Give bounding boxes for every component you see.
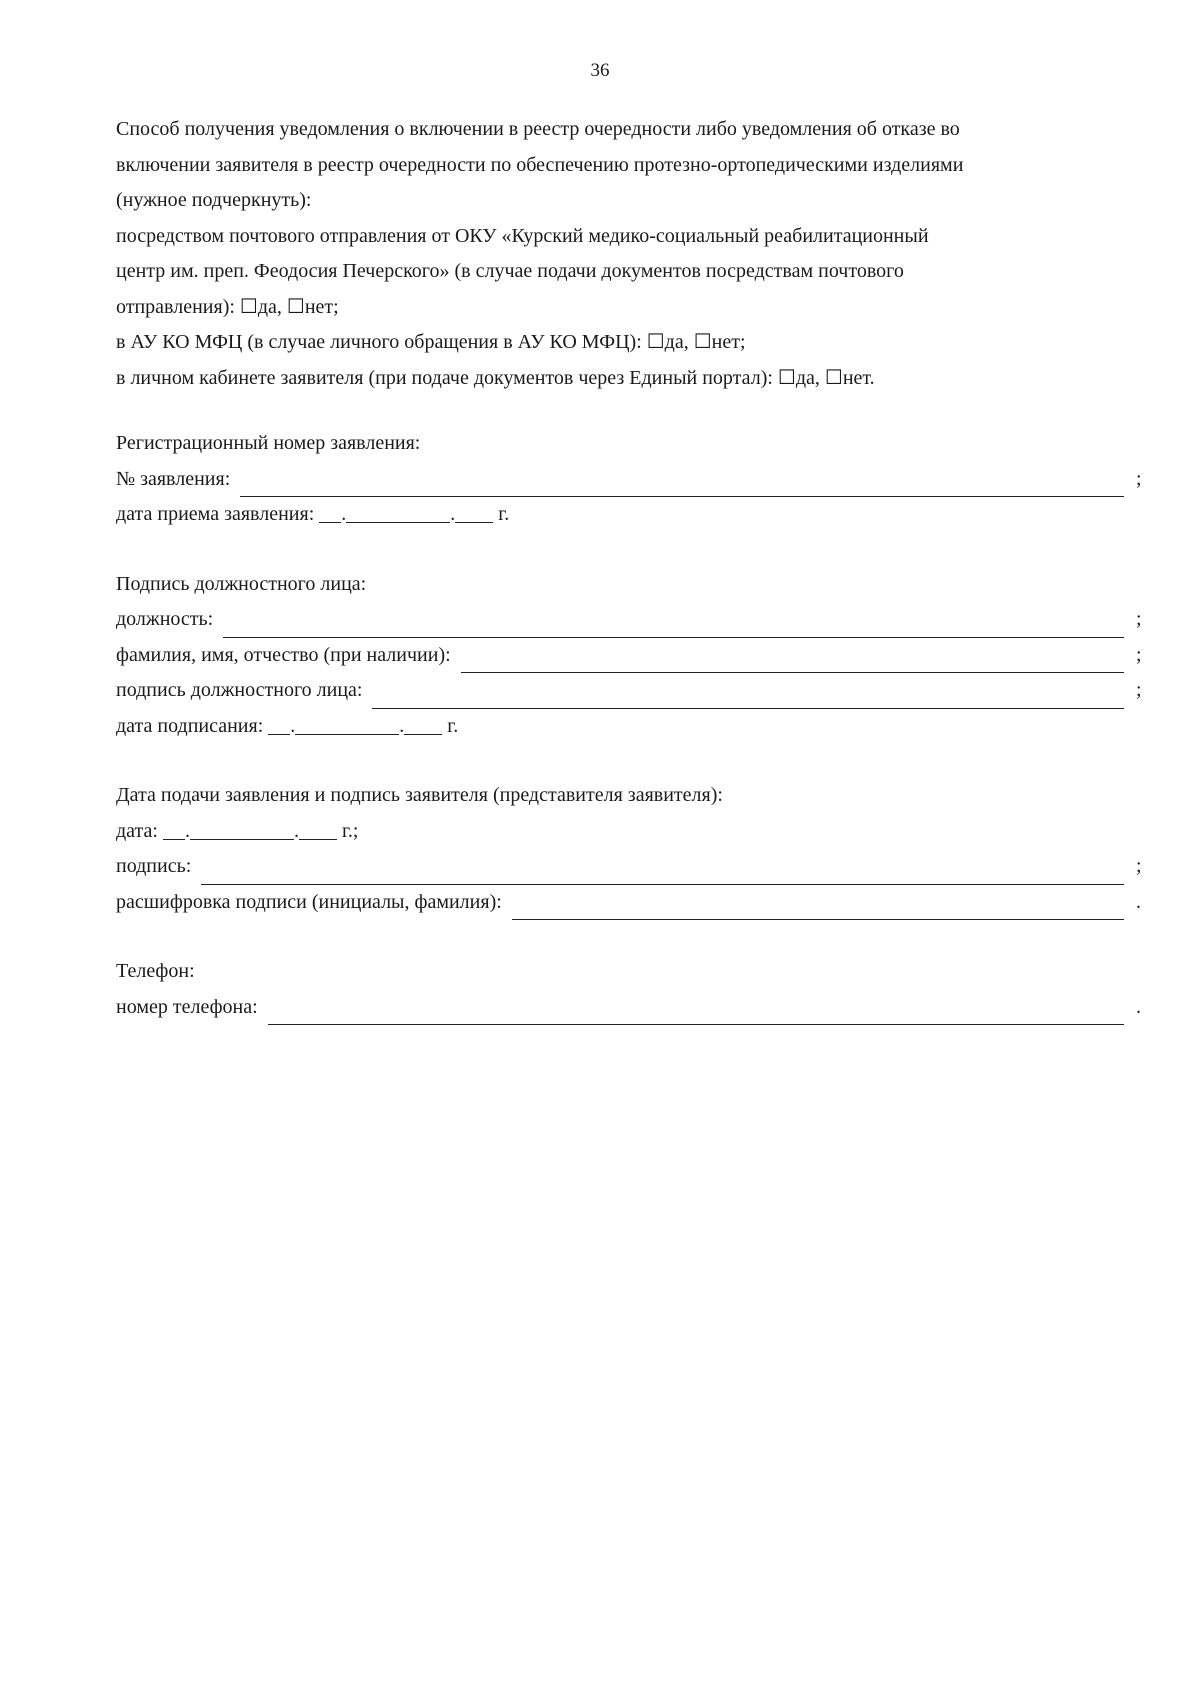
signing-date-month-field[interactable]	[295, 714, 399, 735]
registration-heading: Регистрационный номер заявления:	[116, 432, 421, 454]
notification-option-post-line-2: центр им. преп. Феодосия Печерского» (в случае подачи документов посредствам почтового	[116, 260, 904, 282]
signing-date-day-field[interactable]	[268, 714, 290, 735]
applicant-date-row	[116, 814, 1146, 850]
official-signature-row	[116, 673, 1146, 709]
applicant-signature-label: подпись:	[116, 855, 192, 877]
notification-line-1: Способ получения уведомления о включении в реестр очередности либо уведомления об отказе во	[116, 118, 960, 140]
applicant-signature-row	[116, 849, 1146, 885]
notification-method-section	[116, 112, 1146, 396]
application-number-label: № заявления:	[116, 467, 231, 490]
official-heading: Подпись должностного лица:	[116, 572, 367, 595]
application-form	[116, 112, 1146, 1025]
notification-option-post-choice[interactable]: отправления): ☐да, ☐нет;	[116, 295, 339, 318]
phone-heading: Телефон:	[116, 960, 195, 982]
application-number-end: ;	[1136, 467, 1142, 490]
official-fullname-row	[116, 638, 1146, 674]
official-position-label: должность:	[116, 608, 214, 630]
date-separator: .	[184, 819, 190, 842]
applicant-date-year-suffix: г.;	[341, 819, 359, 842]
official-position-row	[116, 602, 1146, 638]
date-separator: .	[293, 819, 299, 842]
applicant-heading: Дата подачи заявления и подпись заявителя (представителя заявителя):	[116, 784, 723, 806]
official-signature-end: ;	[1136, 679, 1142, 701]
receipt-date-year-suffix: г.	[498, 503, 510, 525]
official-fullname-end: ;	[1136, 643, 1142, 666]
applicant-signature-section	[116, 778, 1146, 920]
notification-option-mfc-choice[interactable]: в АУ КО МФЦ (в случае личного обращения в АУ КО МФЦ): ☐да, ☐нет;	[116, 331, 746, 353]
date-separator: .	[290, 714, 296, 737]
date-separator: .	[341, 503, 347, 525]
notification-line-2: включении заявителя в реестр очередности по обеспечению протезно-ортопедическими изделиями	[116, 153, 964, 176]
application-number-row	[116, 462, 1146, 498]
notification-line-3: (нужное подчеркнуть):	[116, 189, 312, 211]
official-position-end: ;	[1136, 608, 1142, 630]
signing-date-year-field[interactable]	[404, 714, 442, 735]
applicant-decode-label: расшифровка подписи (инициалы, фамилия):	[116, 890, 502, 913]
applicant-decode-end: .	[1136, 890, 1141, 913]
registration-section	[116, 426, 1146, 533]
applicant-decode-row	[116, 885, 1146, 921]
phone-number-end: .	[1136, 995, 1141, 1018]
date-separator: .	[399, 714, 405, 737]
applicant-signature-end: ;	[1136, 855, 1142, 877]
notification-option-post-line-1: посредством почтового отправления от ОКУ «Курский медико-социальный реабилитационный	[116, 224, 929, 247]
page-number: 36	[590, 60, 610, 81]
applicant-date-label: дата:	[116, 819, 158, 842]
notification-option-portal-choice[interactable]: в личном кабинете заявителя (при подаче документов через Единый портал): ☐да, ☐нет.	[116, 366, 875, 389]
phone-section	[116, 954, 1146, 1025]
phone-number-field[interactable]	[268, 1002, 1124, 1025]
applicant-signature-field[interactable]	[201, 862, 1124, 885]
official-signature-label: подпись должностного лица:	[116, 679, 363, 701]
official-signature-field[interactable]	[372, 686, 1124, 709]
receipt-date-row	[116, 497, 1146, 533]
applicant-date-day-field[interactable]	[163, 819, 185, 840]
applicant-decode-field[interactable]	[512, 897, 1124, 920]
official-fullname-field[interactable]	[461, 650, 1124, 673]
receipt-date-day-field[interactable]	[319, 502, 341, 523]
signing-date-label: дата подписания:	[116, 714, 264, 737]
phone-number-label: номер телефона:	[116, 995, 258, 1018]
applicant-date-month-field[interactable]	[190, 819, 294, 840]
signing-date-row	[116, 709, 1146, 745]
official-signature-section	[116, 567, 1146, 745]
date-separator: .	[450, 503, 456, 525]
receipt-date-label: дата приема заявления:	[116, 503, 315, 525]
applicant-date-year-field[interactable]	[299, 819, 337, 840]
receipt-date-month-field[interactable]	[346, 502, 450, 523]
phone-number-row	[116, 990, 1146, 1026]
signing-date-year-suffix: г.	[447, 714, 459, 737]
receipt-date-year-field[interactable]	[455, 502, 493, 523]
official-fullname-label: фамилия, имя, отчество (при наличии):	[116, 643, 451, 666]
official-position-field[interactable]	[223, 615, 1124, 638]
application-number-field[interactable]	[240, 474, 1124, 497]
